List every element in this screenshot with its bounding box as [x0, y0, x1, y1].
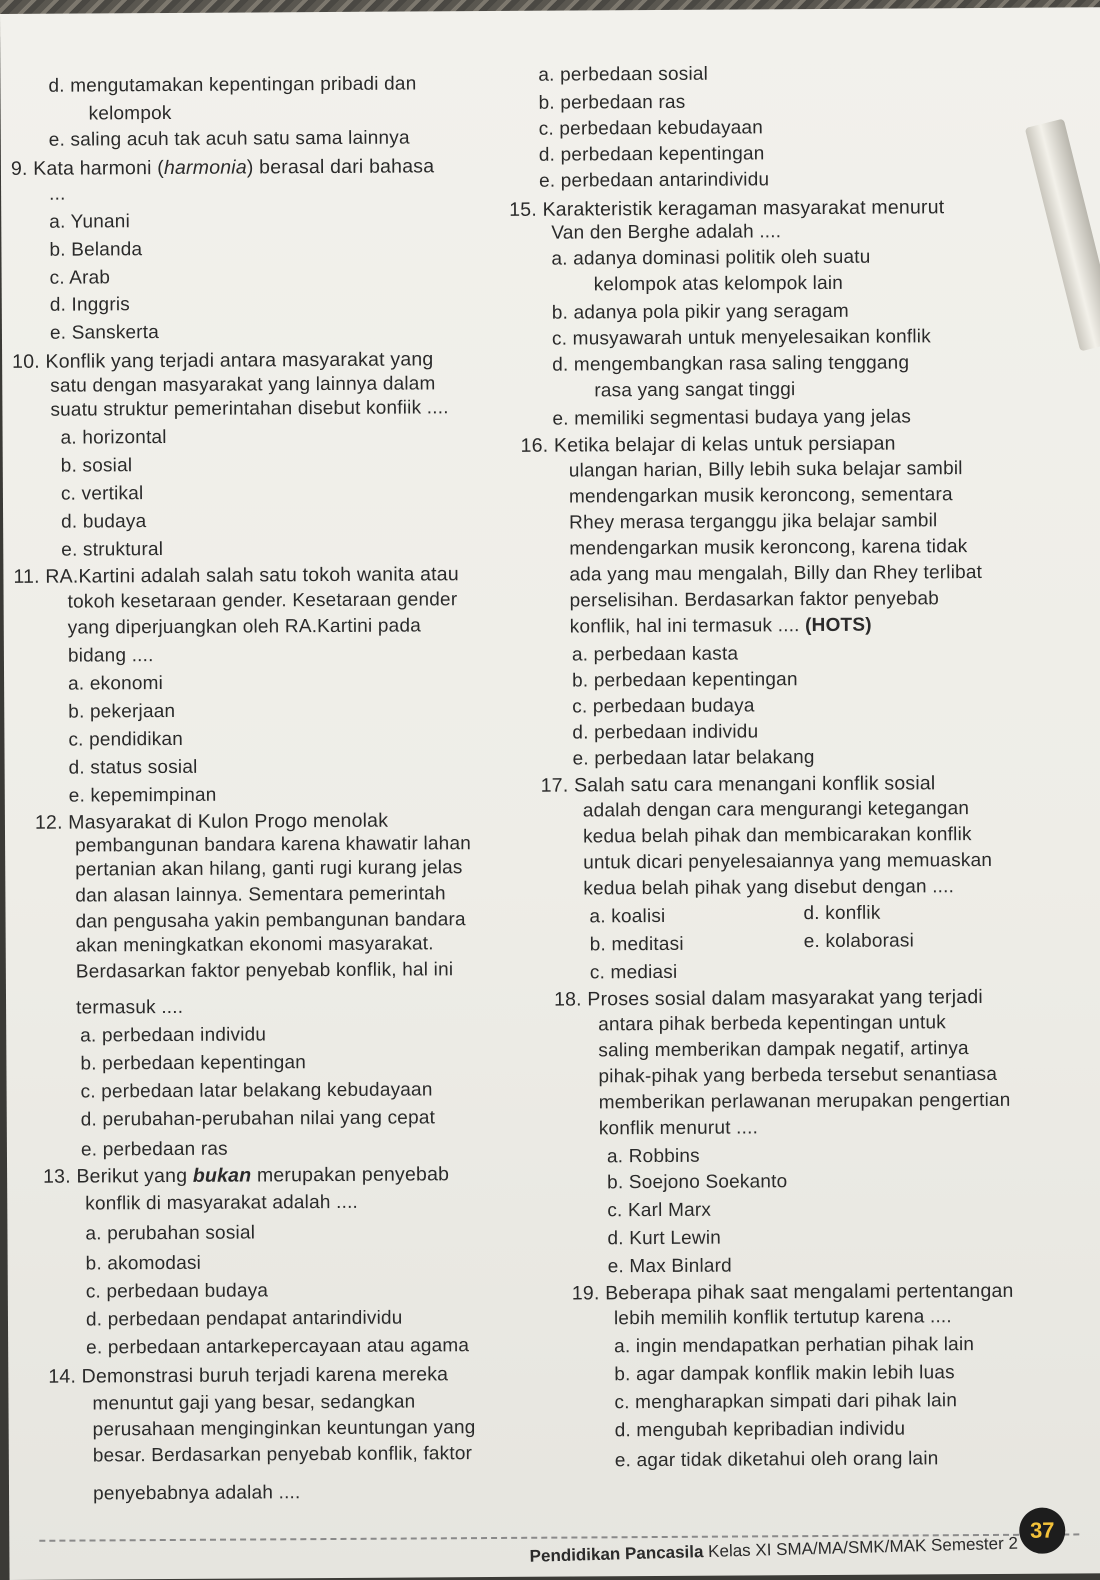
right-text-line: b. meditasi	[589, 933, 684, 956]
right-text-line: kedua belah pihak yang disebut dengan ....	[583, 876, 955, 900]
right-text-line: d. mengembangkan rasa saling tenggang	[552, 352, 910, 376]
right-text-line: e. memiliki segmentasi budaya yang jelas	[552, 406, 912, 430]
right-text-line: b. perbedaan kepentingan	[572, 669, 798, 692]
right-text-line: konflik, hal ini termasuk .... (HOTS)	[569, 614, 872, 638]
left-text-line: suatu struktur pemerintahan disebut konfiik ....	[50, 397, 449, 421]
right-text-line: d. perbedaan kepentingan	[538, 143, 765, 166]
right-text-line: pihak-pihak yang berbeda tersebut senantiasa	[598, 1063, 998, 1088]
right-text-line: e. perbedaan latar belakang	[572, 747, 815, 770]
left-text-line: d. perubahan-perubahan nilai yang cepat	[80, 1107, 436, 1131]
left-text-line: e. perbedaan ras	[80, 1138, 228, 1161]
right-text-line: Rhey merasa terganggu jika belajar sambil	[569, 510, 938, 534]
left-text-line: d. mengutamakan kepentingan pribadi dan	[48, 73, 417, 97]
left-text-line: menuntut gaji yang besar, sedangkan	[92, 1391, 416, 1415]
right-text-line: d. perbedaan individu	[572, 721, 759, 744]
right-text-line: rasa yang sangat tinggi	[594, 379, 796, 402]
left-text-line: 9. Kata harmoni (harmonia) berasal dari bahasa	[10, 155, 435, 180]
left-text-line: a. Yunani	[49, 211, 131, 233]
book-class: Kelas XI SMA/MA/SMK/MAK Semester 2	[703, 1533, 1019, 1562]
right-text-line: d. Kurt Lewin	[607, 1227, 722, 1250]
page-number-badge: 37	[1019, 1508, 1065, 1554]
left-text-line: e. kepemimpinan	[68, 784, 217, 807]
right-text-line: kedua belah pihak dan membicarakan konflik	[582, 824, 972, 848]
left-text-line: b. Belanda	[49, 239, 143, 261]
right-text-line: c. perbedaan budaya	[572, 695, 755, 718]
left-text-line: e. perbedaan antarkepercayaan atau agama	[86, 1335, 470, 1359]
right-text-line: Van den Berghe adalah ....	[551, 221, 782, 244]
left-text-line: 12. Masyarakat di Kulon Progo menolak	[34, 809, 389, 834]
left-text-line: d. status sosial	[68, 756, 198, 779]
left-text-line: pertanian akan hilang, ganti rugi kurang jelas	[75, 857, 463, 881]
right-text-line: ada yang mau mengalah, Billy dan Rhey terlibat	[569, 562, 983, 586]
left-text-line: b. pekerjaan	[68, 700, 176, 723]
right-text-line: a. koalisi	[589, 905, 666, 928]
right-text-line: e. agar tidak diketahui oleh orang lain	[614, 1448, 939, 1472]
right-text-line: 19. Beberapa pihak saat mengalami pertentangan	[571, 1279, 1014, 1305]
left-text-line: d. perbedaan pendapat antarindividu	[85, 1307, 403, 1331]
right-text-line: 17. Salah satu cara menangani konflik sosial	[540, 772, 936, 797]
right-text-line: antara pihak berbeda kepentingan untuk	[598, 1012, 947, 1036]
right-text-line: c. Karl Marx	[607, 1199, 712, 1222]
right-text-line: c. mengharapkan simpati dari pihak lain	[614, 1390, 958, 1414]
left-text-line: pembangunan bandara karena khawatir lahan	[75, 833, 472, 857]
book-footer	[529, 1534, 1018, 1567]
left-text-line: satu dengan masyarakat yang lainnya dalam	[50, 373, 436, 397]
left-text-line: kelompok	[88, 102, 172, 125]
left-text-line: yang diperjuangkan oleh RA.Kartini pada	[67, 615, 422, 639]
right-text-line: untuk dicari penyelesaiannya yang memuaskan	[583, 849, 993, 874]
right-text-line: d. mengubah kepribadian individu	[614, 1418, 906, 1442]
left-text-line: tokoh kesetaraan gender. Kesetaraan gender	[67, 589, 458, 613]
left-text-line: c. vertikal	[60, 483, 144, 505]
right-text-line: 16. Ketika belajar di kelas untuk persiapan	[520, 432, 896, 457]
left-text-line: e. struktural	[61, 539, 164, 561]
book-title: Pendidikan Pancasila	[529, 1542, 704, 1566]
right-text-line: c. musyawarah untuk menyelesaikan konflik	[551, 326, 931, 350]
right-text-line: saling memberikan dampak negatif, artinya	[598, 1038, 969, 1062]
left-text-line: b. perbedaan kepentingan	[80, 1052, 307, 1075]
right-text-line: a. adanya dominasi politik oleh suatu	[551, 246, 871, 270]
right-text-line: mendengarkan musik keroncong, sementara	[568, 484, 953, 508]
left-text-line: ...	[49, 183, 66, 205]
right-text-line: perselisihan. Berdasarkan faktor penyebab	[569, 588, 940, 612]
left-text-line: Berdasarkan faktor penyebab konflik, hal ini	[75, 959, 454, 983]
right-text-line: adalah dengan cara mengurangi ketegangan	[582, 798, 970, 822]
left-text-line: bidang ....	[67, 645, 154, 667]
left-text-line: e. Sanskerta	[49, 322, 160, 344]
right-text-line: a. Robbins	[606, 1145, 700, 1168]
right-text-line: lebih memilih konflik tertutup karena ....	[613, 1306, 952, 1330]
right-text-line: kelompok atas kelompok lain	[593, 272, 844, 296]
left-text-line: c. pendidikan	[68, 728, 184, 751]
right-text-line: ulangan harian, Billy lebih suka belajar sambil	[568, 458, 963, 482]
right-text-line: 15. Karakteristik keragaman masyarakat menurut	[509, 196, 945, 221]
left-text-line: a. perbedaan individu	[80, 1024, 267, 1047]
left-text-line: c. Arab	[49, 267, 111, 289]
left-text-line: b. sosial	[60, 455, 133, 477]
left-text-line: 10. Konflik yang terjadi antara masyarakat yang	[12, 348, 434, 373]
left-text-line: d. Inggris	[49, 294, 130, 316]
left-text-line: a. ekonomi	[68, 673, 164, 695]
left-text-line: d. budaya	[61, 511, 147, 533]
right-text-line: b. agar dampak konflik makin lebih luas	[614, 1362, 955, 1386]
left-text-line: perusahaan menginginkan keuntungan yang	[92, 1417, 476, 1441]
right-text-line: e. perbedaan antarindividu	[538, 169, 770, 192]
right-text-line: memberikan perlawanan merupakan pengertian	[598, 1089, 1011, 1114]
right-text-line: konflik menurut ....	[598, 1117, 759, 1140]
left-text-line: termasuk ....	[76, 996, 184, 1019]
left-text-line: a. perubahan sosial	[85, 1222, 256, 1245]
right-text-line: d. konflik	[803, 902, 881, 925]
right-text-line: mendengarkan musik keroncong, karena tidak	[569, 536, 968, 560]
left-text-line: 13. Berikut yang bukan merupakan penyebab	[43, 1163, 450, 1188]
left-text-line: b. akomodasi	[85, 1252, 202, 1275]
right-text-line: 18. Proses sosial dalam masyarakat yang terjadi	[553, 986, 983, 1011]
right-text-line: a. perbedaan kasta	[571, 643, 739, 666]
right-text-line: e. kolaborasi	[803, 930, 915, 953]
right-text-line: b. Soejono Soekanto	[607, 1171, 788, 1194]
right-text-line: b. perbedaan ras	[538, 91, 686, 114]
left-text-line: dan alasan lainnya. Sementara pemerintah	[75, 883, 446, 907]
left-text-line: a. horizontal	[60, 426, 167, 449]
left-text-line: konflik di masyarakat adalah ....	[85, 1191, 359, 1215]
left-text-line: c. perbedaan budaya	[85, 1280, 269, 1303]
left-text-line: penyebabnya adalah ....	[92, 1482, 301, 1505]
right-text-line: e. Max Binlard	[607, 1255, 732, 1278]
right-text-line: a. perbedaan sosial	[538, 63, 709, 86]
left-text-line: dan pengusaha yakin pembangunan bandara	[75, 909, 466, 933]
right-text-line: c. mediasi	[589, 961, 678, 984]
worksheet-page	[0, 7, 1100, 1580]
left-text-line: c. perbedaan latar belakang kebudayaan	[80, 1079, 433, 1103]
left-text-line: 14. Demonstrasi buruh terjadi karena mereka	[48, 1363, 449, 1388]
left-text-line: besar. Berdasarkan penyebab konflik, faktor	[92, 1443, 473, 1467]
right-text-line: a. ingin mendapatkan perhatian pihak lain	[614, 1334, 975, 1358]
right-text-line: b. adanya pola pikir yang seragam	[551, 300, 849, 324]
left-text-line: akan meningkatkan ekonomi masyarakat.	[75, 933, 434, 957]
left-text-line: 11. RA.Kartini adalah salah satu tokoh wanita atau	[13, 563, 459, 588]
right-text-line: c. perbedaan kebudayaan	[538, 117, 764, 140]
left-text-line: e. saling acuh tak acuh satu sama lainnya	[48, 127, 410, 151]
